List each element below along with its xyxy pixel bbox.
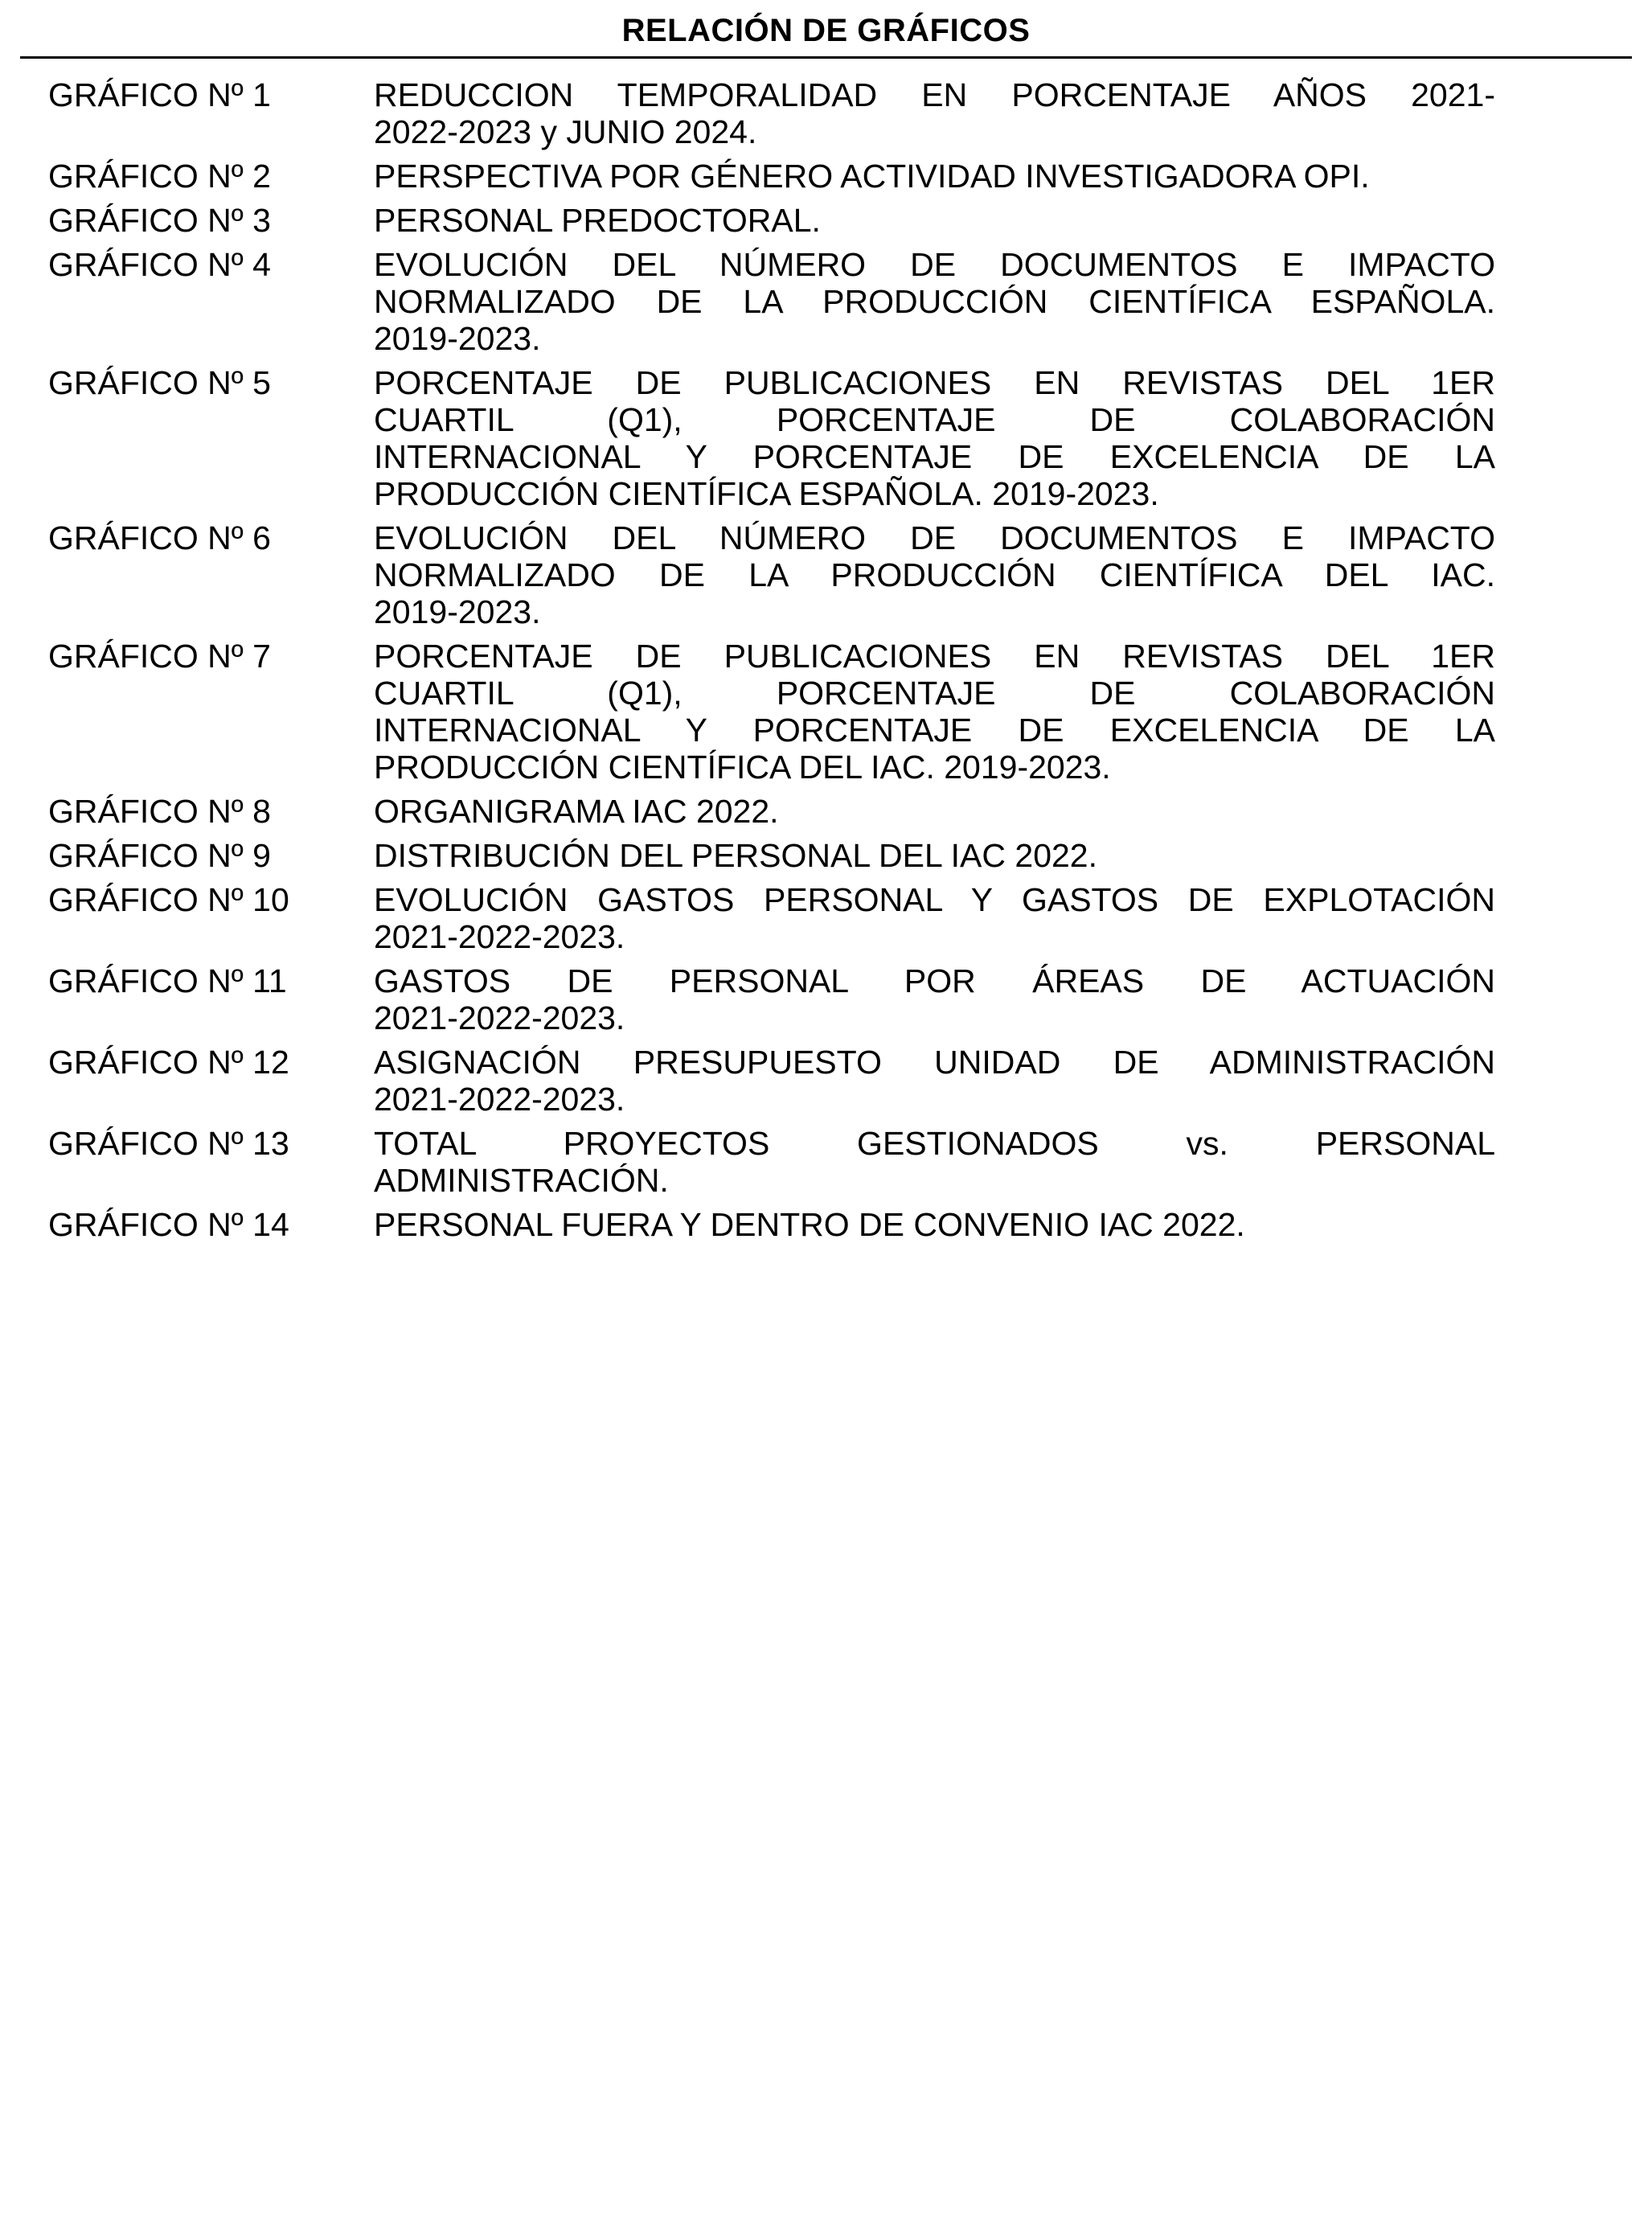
description-line: TOTAL PROYECTOS GESTIONADOS vs. PERSONAL	[374, 1125, 1495, 1162]
chart-number-label: GRÁFICO Nº 6	[48, 519, 271, 556]
description-line: EVOLUCIÓN DEL NÚMERO DE DOCUMENTOS E IMPACTO	[374, 519, 1495, 556]
chart-number-label: GRÁFICO Nº 5	[48, 364, 271, 401]
description-line: CUARTIL (Q1), PORCENTAJE DE COLABORACIÓN	[374, 401, 1495, 438]
description-line: PRODUCCIÓN CIENTÍFICA DEL IAC. 2019-2023.	[374, 749, 1111, 786]
page-title: RELACIÓN DE GRÁFICOS	[621, 13, 1031, 48]
chart-number-label: GRÁFICO Nº 13	[48, 1125, 289, 1162]
description-line: INTERNACIONAL Y PORCENTAJE DE EXCELENCIA DE LA	[374, 438, 1495, 475]
description-line: ORGANIGRAMA IAC 2022.	[374, 793, 779, 830]
list-item	[48, 793, 1495, 830]
description-line: 2022-2023 y JUNIO 2024.	[374, 113, 757, 150]
description-line: 2021-2022-2023.	[374, 999, 625, 1036]
description-line: 2019-2023.	[374, 320, 541, 357]
chart-number-label: GRÁFICO Nº 14	[48, 1206, 289, 1243]
description-line: PERSONAL PREDOCTORAL.	[374, 202, 821, 239]
description-line: EVOLUCIÓN GASTOS PERSONAL Y GASTOS DE EXPLOTACIÓN	[374, 881, 1495, 918]
chart-number-label: GRÁFICO Nº 8	[48, 793, 271, 830]
chart-description	[374, 1044, 1495, 1118]
description-line: ADMINISTRACIÓN.	[374, 1162, 669, 1199]
description-line: NORMALIZADO DE LA PRODUCCIÓN CIENTÍFICA DEL IAC.	[374, 556, 1495, 593]
chart-number-label: GRÁFICO Nº 1	[48, 76, 271, 113]
description-line: REDUCCION TEMPORALIDAD EN PORCENTAJE AÑOS 2021-	[374, 76, 1495, 113]
list-item	[48, 76, 1495, 150]
description-line: 2019-2023.	[374, 593, 541, 630]
list-item	[48, 202, 1495, 239]
description-line: 2021-2022-2023.	[374, 1081, 625, 1118]
header-rule	[20, 56, 1632, 59]
description-line: 2021-2022-2023.	[374, 918, 625, 955]
description-line: PRODUCCIÓN CIENTÍFICA ESPAÑOLA. 2019-2023.	[374, 475, 1159, 512]
list-item	[48, 837, 1495, 874]
chart-description	[374, 246, 1495, 357]
chart-number-label: GRÁFICO Nº 12	[48, 1044, 289, 1081]
chart-number-label: GRÁFICO Nº 2	[48, 158, 271, 195]
description-line: INTERNACIONAL Y PORCENTAJE DE EXCELENCIA DE LA	[374, 712, 1495, 749]
description-line: GASTOS DE PERSONAL POR ÁREAS DE ACTUACIÓN	[374, 962, 1495, 999]
chart-number-label: GRÁFICO Nº 10	[48, 881, 289, 918]
chart-number-label: GRÁFICO Nº 7	[48, 638, 271, 675]
description-line: EVOLUCIÓN DEL NÚMERO DE DOCUMENTOS E IMPACTO	[374, 246, 1495, 283]
chart-number-label: GRÁFICO Nº 3	[48, 202, 271, 239]
chart-description	[374, 793, 1495, 830]
list-item	[48, 1125, 1495, 1199]
chart-description	[374, 76, 1495, 150]
description-line: DISTRIBUCIÓN DEL PERSONAL DEL IAC 2022.	[374, 837, 1097, 874]
document-header	[0, 0, 1652, 59]
chart-description	[374, 364, 1495, 512]
chart-description	[374, 1125, 1495, 1199]
list-item	[48, 962, 1495, 1036]
list-item	[48, 364, 1495, 512]
chart-number-label: GRÁFICO Nº 11	[48, 962, 287, 999]
list-item	[48, 1206, 1495, 1243]
description-line: ASIGNACIÓN PRESUPUESTO UNIDAD DE ADMINISTRACIÓN	[374, 1044, 1495, 1081]
chart-description	[374, 202, 1495, 239]
description-line: PORCENTAJE DE PUBLICACIONES EN REVISTAS DEL 1ER	[374, 638, 1495, 675]
chart-list	[48, 76, 1495, 1243]
chart-description	[374, 962, 1495, 1036]
chart-description	[374, 638, 1495, 786]
chart-description	[374, 519, 1495, 630]
chart-number-label: GRÁFICO Nº 9	[48, 837, 271, 874]
list-item	[48, 1044, 1495, 1118]
list-item	[48, 881, 1495, 955]
description-line: PORCENTAJE DE PUBLICACIONES EN REVISTAS DEL 1ER	[374, 364, 1495, 401]
description-line: PERSONAL FUERA Y DENTRO DE CONVENIO IAC 2022.	[374, 1206, 1245, 1243]
chart-description	[374, 158, 1495, 195]
chart-description	[374, 881, 1495, 955]
chart-number-label: GRÁFICO Nº 4	[48, 246, 271, 283]
description-line: CUARTIL (Q1), PORCENTAJE DE COLABORACIÓN	[374, 675, 1495, 712]
chart-description	[374, 1206, 1495, 1243]
list-item	[48, 519, 1495, 630]
description-line: NORMALIZADO DE LA PRODUCCIÓN CIENTÍFICA ESPAÑOLA.	[374, 283, 1495, 320]
chart-description	[374, 837, 1495, 874]
list-item	[48, 158, 1495, 195]
list-item	[48, 246, 1495, 357]
list-item	[48, 638, 1495, 786]
description-line: PERSPECTIVA POR GÉNERO ACTIVIDAD INVESTIGADORA OPI.	[374, 158, 1370, 195]
